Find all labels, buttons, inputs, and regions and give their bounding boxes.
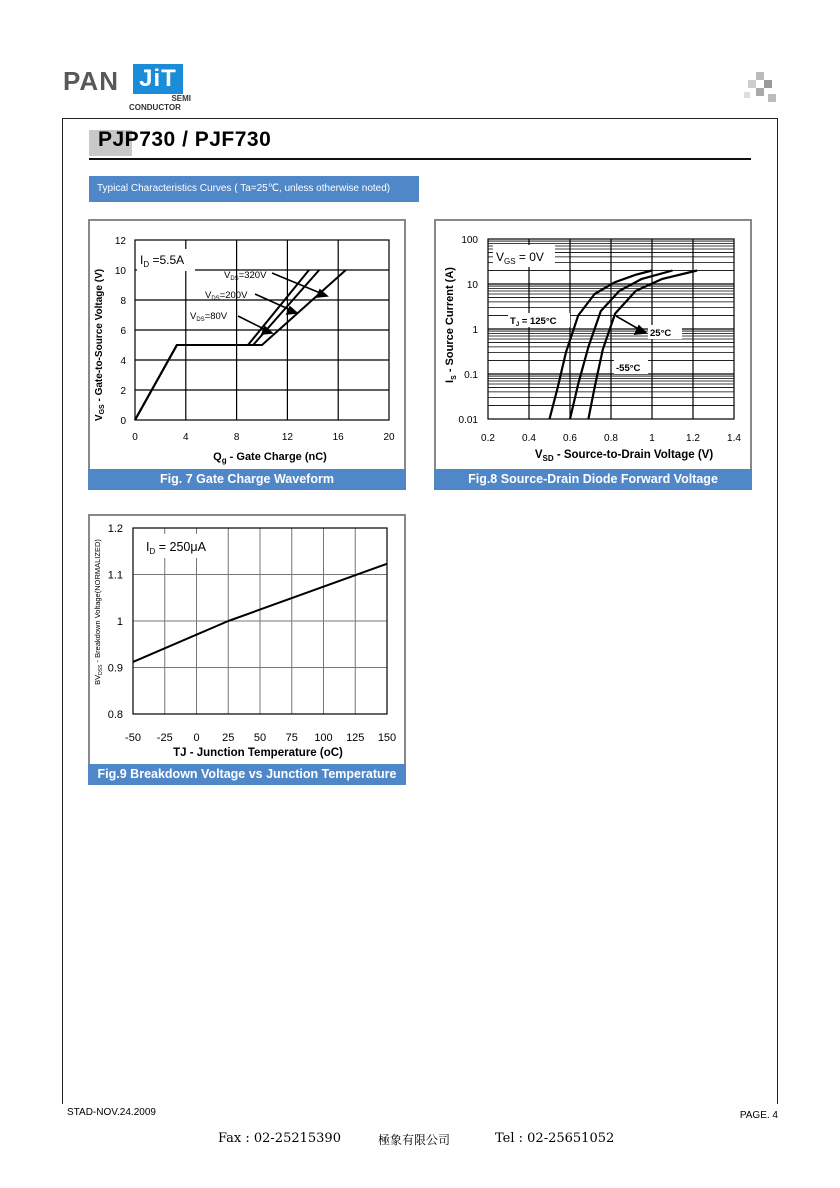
y-tick-label: 0.01 xyxy=(458,415,478,426)
x-tick-label: 0.8 xyxy=(604,433,618,444)
x-tick-label: 1.2 xyxy=(686,433,700,444)
fig9-panel xyxy=(88,514,406,766)
y-tick-label: 2 xyxy=(120,386,126,397)
x-tick-label: 0.6 xyxy=(563,433,577,444)
x-tick-label: 50 xyxy=(253,732,267,744)
footer-fax: Fax : 02-25215390 xyxy=(218,1131,341,1146)
x-tick-label: 8 xyxy=(233,432,240,443)
fig8-label-25c: 25°C xyxy=(650,328,672,339)
x-tick-label: 4 xyxy=(183,432,189,443)
y-tick-label: 0.9 xyxy=(107,662,123,675)
y-tick-label: 1 xyxy=(472,325,478,336)
x-tick-label: 75 xyxy=(285,732,298,744)
x-tick-label: 0 xyxy=(193,732,200,744)
fig8-annotation: $V_{GS} = 0V$ xyxy=(496,250,544,266)
x-tick-label: -50 xyxy=(125,732,141,744)
x-tick-label: 150 xyxy=(377,732,397,744)
y-tick-label: 4 xyxy=(120,356,126,367)
fig9-caption: Fig.9 Breakdown Voltage vs Junction Temperature xyxy=(88,764,406,785)
logo-conductor-text: CONDUCTOR xyxy=(129,103,181,112)
fig8-label-125c: $T_J = 125^\circ C$ xyxy=(510,316,557,328)
corner-mosaic-icon xyxy=(744,72,776,104)
y-tick-label: 10 xyxy=(466,280,478,291)
x-tick-label: 100 xyxy=(314,732,333,744)
y-tick-label: 12 xyxy=(114,236,126,247)
page-title: PJP730 / PJF730 xyxy=(98,128,272,151)
logo-semi-text: SEMI xyxy=(171,94,191,103)
footer-page: PAGE. 4 xyxy=(739,1110,778,1121)
x-tick-label: 1 xyxy=(649,433,655,444)
fig7-label-320v: $V_{DS}=320V$ xyxy=(224,270,267,282)
fig7-caption: Fig. 7 Gate Charge Waveform xyxy=(88,469,406,490)
section-banner: Typical Characteristics Curves ( Ta=25℃, unless otherwise noted) xyxy=(89,176,419,202)
y-tick-label: 100 xyxy=(461,235,478,246)
fig7-annotation: $I_D =5.5A$ xyxy=(140,253,185,269)
x-tick-label: 0.2 xyxy=(481,433,495,444)
x-tick-label: 0 xyxy=(132,432,138,443)
x-tick-label: 1.4 xyxy=(727,433,741,444)
panjit-logo xyxy=(63,64,193,116)
x-tick-label: 0.4 xyxy=(522,433,536,444)
fig8-panel xyxy=(434,219,752,471)
y-tick-label: 0 xyxy=(120,416,126,427)
fig9-xlabel: TJ - Junction Temperature (oC) xyxy=(173,747,343,759)
x-tick-label: 16 xyxy=(332,432,344,443)
x-tick-label: 20 xyxy=(383,432,395,443)
y-tick-label: 1.1 xyxy=(107,569,123,582)
fig9-annotation: $I_D = 250\mu A$ xyxy=(146,540,206,556)
x-tick-label: 12 xyxy=(281,432,293,443)
fig8-xlabel: $V_{SD}$ - Source-to-Drain Voltage (V) xyxy=(534,449,714,463)
fig7-xlabel: $Q_g$ - Gate Charge (nC) xyxy=(213,451,327,465)
title-underline xyxy=(89,158,751,160)
fig9-chart xyxy=(90,516,404,764)
fig9-ylabel: $BV_{DSS}$ - Breakdown Voltage(NORMALIZED) xyxy=(93,539,104,685)
y-tick-label: 10 xyxy=(114,266,126,277)
y-tick-label: 1.2 xyxy=(107,523,123,535)
logo-pan-text: PAN xyxy=(63,66,119,96)
fig7-label-200v: $V_{DS}=200V$ xyxy=(205,290,248,302)
fig8-chart xyxy=(436,221,750,469)
footer-company: 極象有限公司 xyxy=(378,1133,451,1147)
fig8-caption: Fig.8 Source-Drain Diode Forward Voltage xyxy=(434,469,752,490)
fig7-label-80v: $V_{DS}=80V$ xyxy=(190,311,228,323)
logo-jit-text: JiT xyxy=(133,64,183,94)
y-tick-label: 8 xyxy=(120,296,126,307)
fig7-panel xyxy=(88,219,406,471)
y-tick-label: 0.1 xyxy=(464,370,478,381)
y-tick-label: 1 xyxy=(116,616,123,628)
footer-tel: Tel : 02-25651052 xyxy=(495,1131,615,1146)
fig8-ylabel: $I_S$ - Source Current (A) xyxy=(444,267,458,383)
fig8-label-m55c: -55°C xyxy=(616,363,641,374)
x-tick-label: -25 xyxy=(156,732,173,744)
y-tick-label: 0.8 xyxy=(107,709,123,721)
x-tick-label: 25 xyxy=(222,732,235,744)
fig7-ylabel: $V_{GS}$ - Gate-to-Source Voltage (V) xyxy=(94,268,106,422)
footer-date: STAD-NOV.24.2009 xyxy=(67,1107,156,1118)
x-tick-label: 125 xyxy=(346,732,365,744)
fig7-chart xyxy=(90,221,404,469)
y-tick-label: 6 xyxy=(120,326,126,337)
